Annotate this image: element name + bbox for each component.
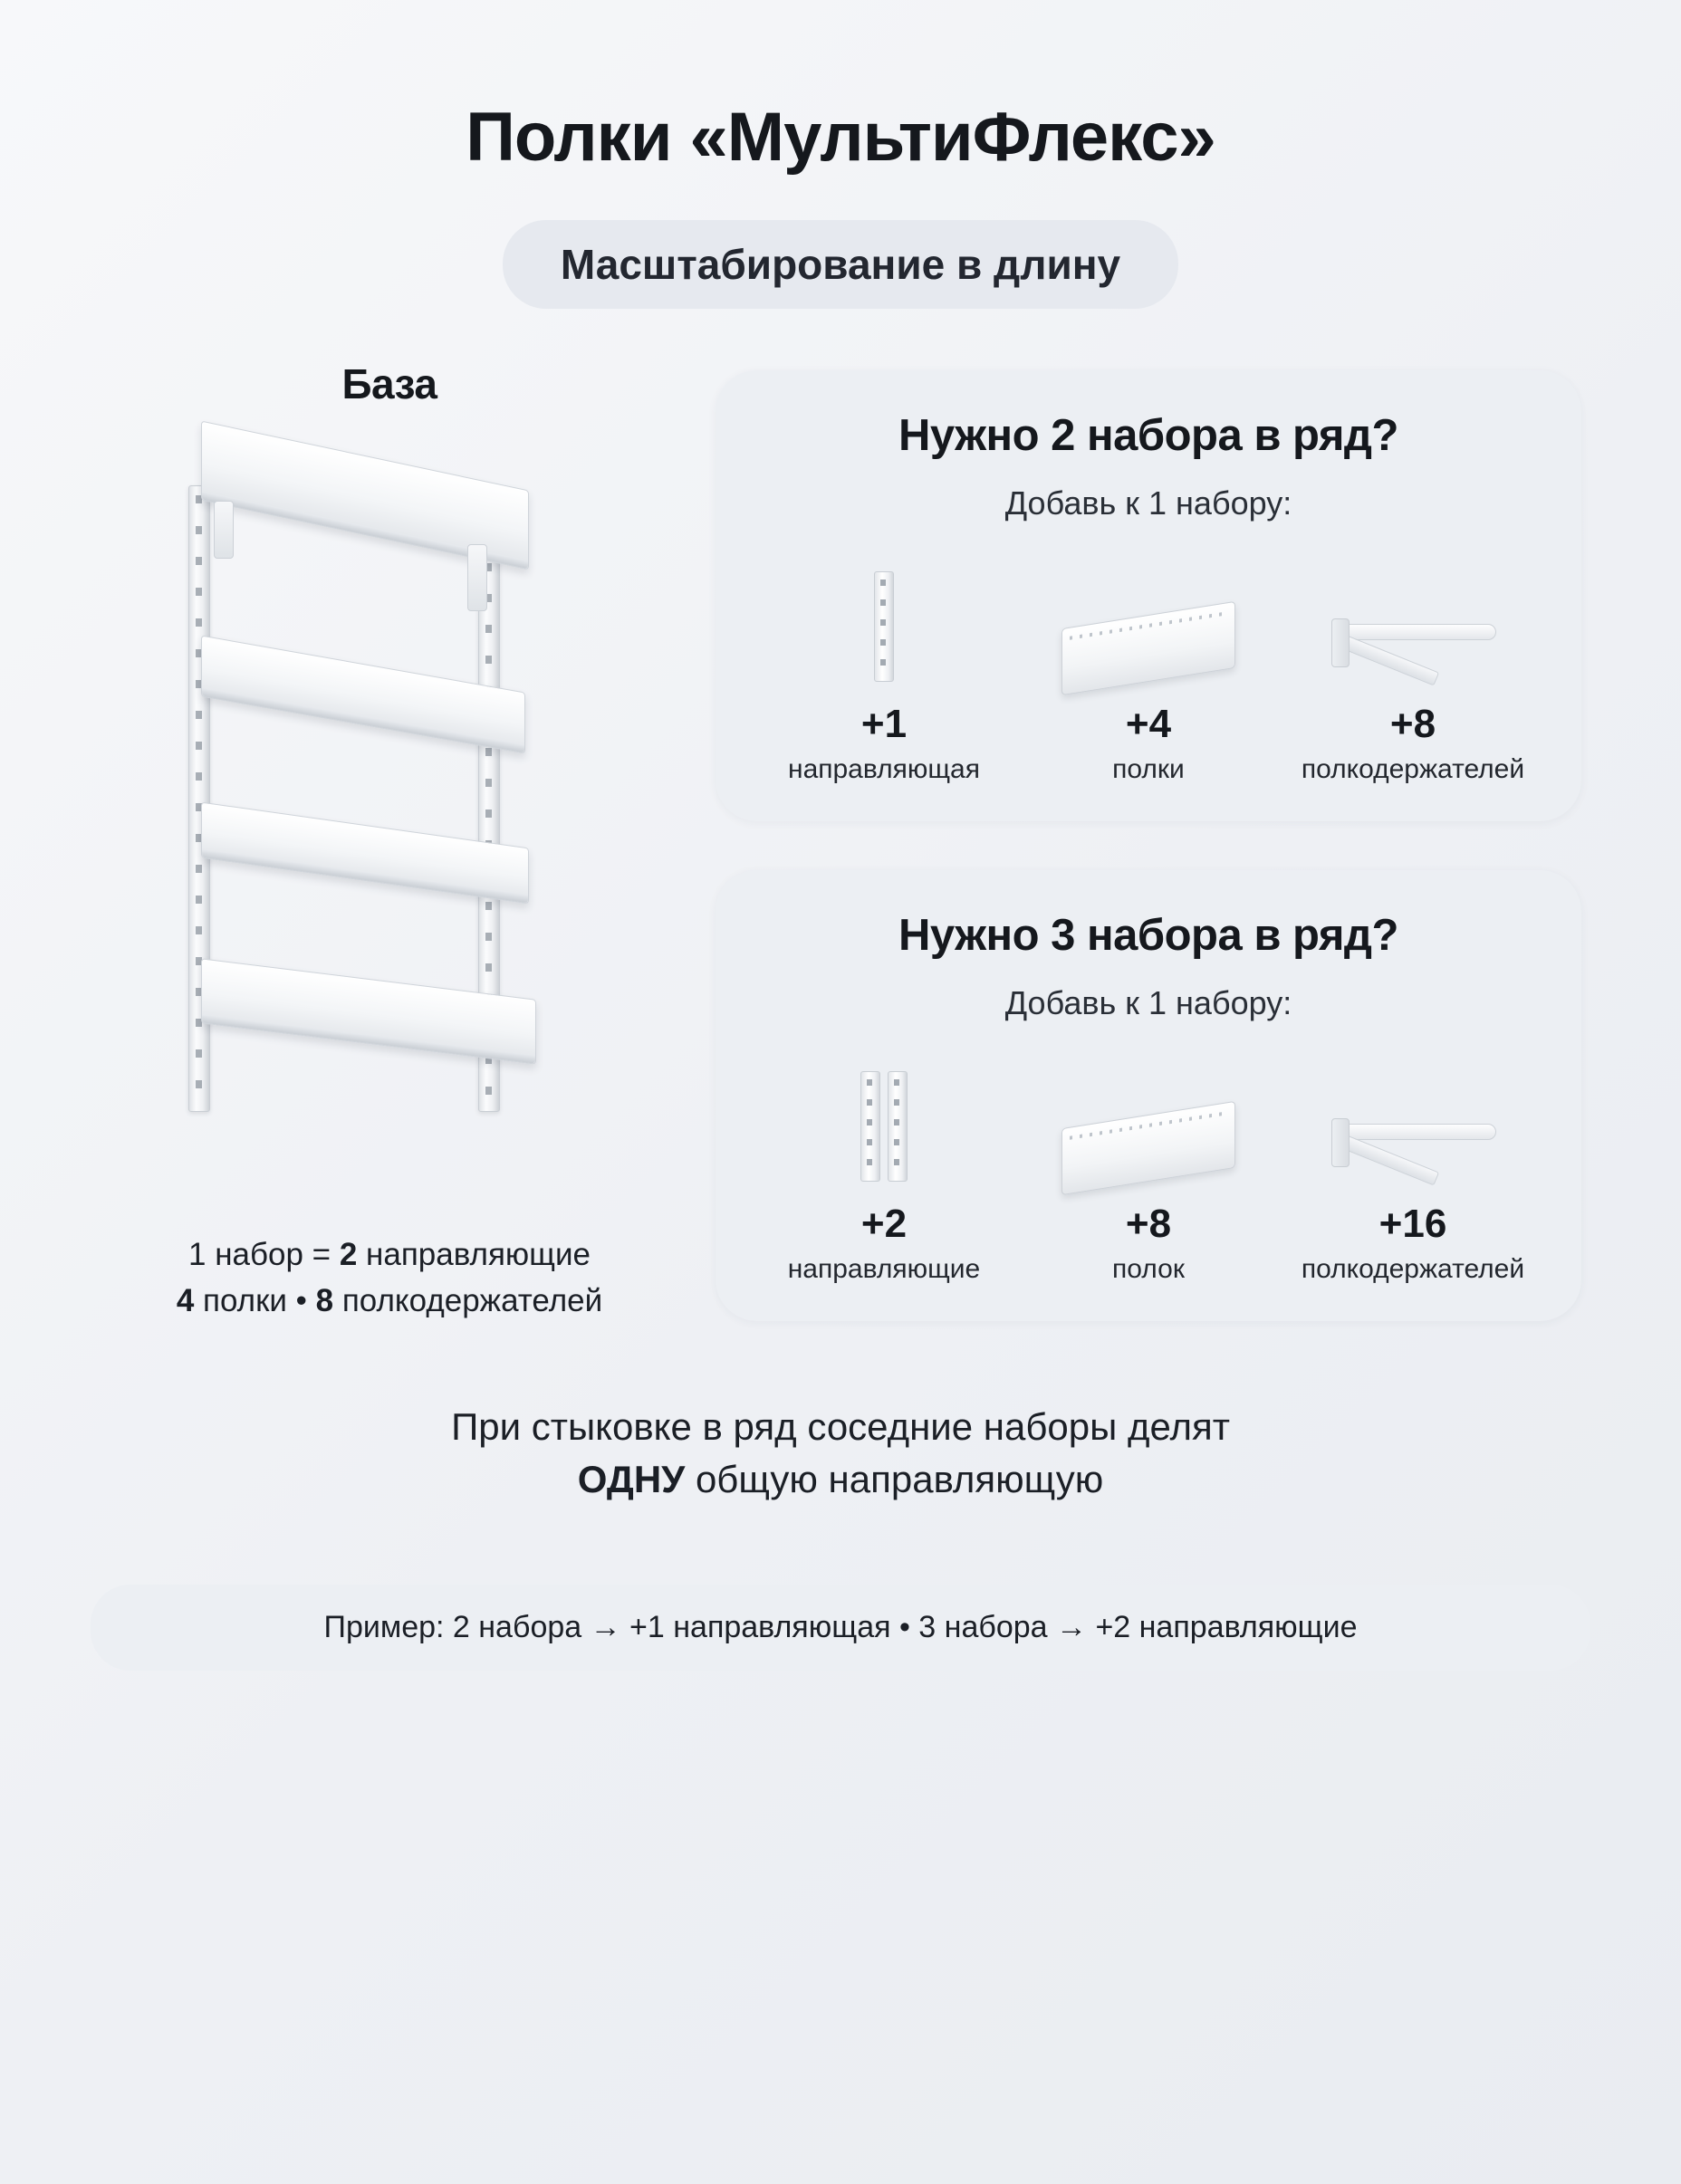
base-label: База [341, 360, 437, 407]
shelf-icon [1017, 555, 1279, 682]
bracket-icon [1282, 555, 1543, 682]
part-bracket [1282, 1055, 1543, 1285]
card-two-sets-title: Нужно 2 набора в ряд? [898, 411, 1398, 460]
part-shelf-count: +4 [1125, 702, 1172, 746]
subtitle-container [0, 220, 1681, 309]
main-content [0, 359, 1681, 1325]
part-shelf-count: +8 [1125, 1202, 1172, 1246]
shared-rail-note-line2: общую направляющую [685, 1458, 1104, 1501]
card-three-sets-parts [752, 1055, 1545, 1285]
part-bracket-count: +16 [1378, 1202, 1447, 1246]
shared-rail-note-emphasis: ОДНУ [577, 1458, 686, 1501]
example-text: Пример: 2 набора → +1 направляющая • 3 набора → +2 направляющие [91, 1585, 1590, 1671]
card-two-sets-parts [752, 555, 1545, 785]
card-three-sets-title: Нужно 3 набора в ряд? [898, 911, 1398, 960]
part-rail-label: направляющая [788, 754, 980, 784]
shared-rail-note [0, 1401, 1681, 1508]
part-shelf-label: полки [1112, 754, 1185, 784]
bracket-icon [467, 544, 487, 611]
base-desc-brackets-count: 8 [315, 1282, 334, 1318]
bracket-icon [1282, 1055, 1543, 1182]
example-container [0, 1585, 1681, 1671]
subtitle-badge: Масштабирование в длину [503, 220, 1178, 309]
bracket-icon [214, 501, 234, 559]
card-two-sets-subtitle: Добавь к 1 набору: [1004, 484, 1292, 522]
shelf-icon [201, 635, 525, 753]
part-bracket-label: полкодержателей [1301, 754, 1525, 784]
base-desc-brackets-label: полкодержателей [333, 1282, 603, 1318]
card-three-sets [716, 870, 1581, 1321]
base-desc-shelves-label: полки • [194, 1282, 316, 1318]
base-desc-rails-count: 2 [339, 1237, 358, 1272]
part-bracket-count: +8 [1389, 702, 1436, 746]
base-column [100, 359, 679, 1325]
part-shelf-label: полок [1112, 1254, 1185, 1284]
part-rail-count: +2 [860, 1202, 908, 1246]
shelf-icon [1017, 1055, 1279, 1182]
part-rail-label: направляющие [787, 1254, 981, 1284]
part-bracket [1282, 555, 1543, 785]
part-rail [753, 555, 1014, 785]
shared-rail-note-line1: При стыковке в ряд соседние наборы делят [451, 1404, 1230, 1448]
rail-icon [753, 555, 1014, 682]
rail-icon [753, 1055, 1014, 1182]
part-rail [753, 1055, 1014, 1285]
page-title: Полки «МультиФлекс» [466, 99, 1215, 176]
part-rail-count: +1 [860, 702, 908, 746]
base-desc-prefix: 1 набор = [188, 1237, 340, 1272]
base-desc-shelves-count: 4 [176, 1282, 195, 1318]
part-shelf [1017, 1055, 1279, 1285]
card-two-sets [716, 370, 1581, 821]
cards-column [716, 359, 1581, 1325]
shelf-unit-illustration [136, 436, 643, 1196]
base-description [177, 1232, 602, 1325]
part-shelf [1017, 555, 1279, 785]
base-desc-rails-label: направляющие [357, 1237, 591, 1272]
card-three-sets-subtitle: Добавь к 1 набору: [1004, 984, 1292, 1021]
part-bracket-label: полкодержателей [1301, 1254, 1525, 1284]
